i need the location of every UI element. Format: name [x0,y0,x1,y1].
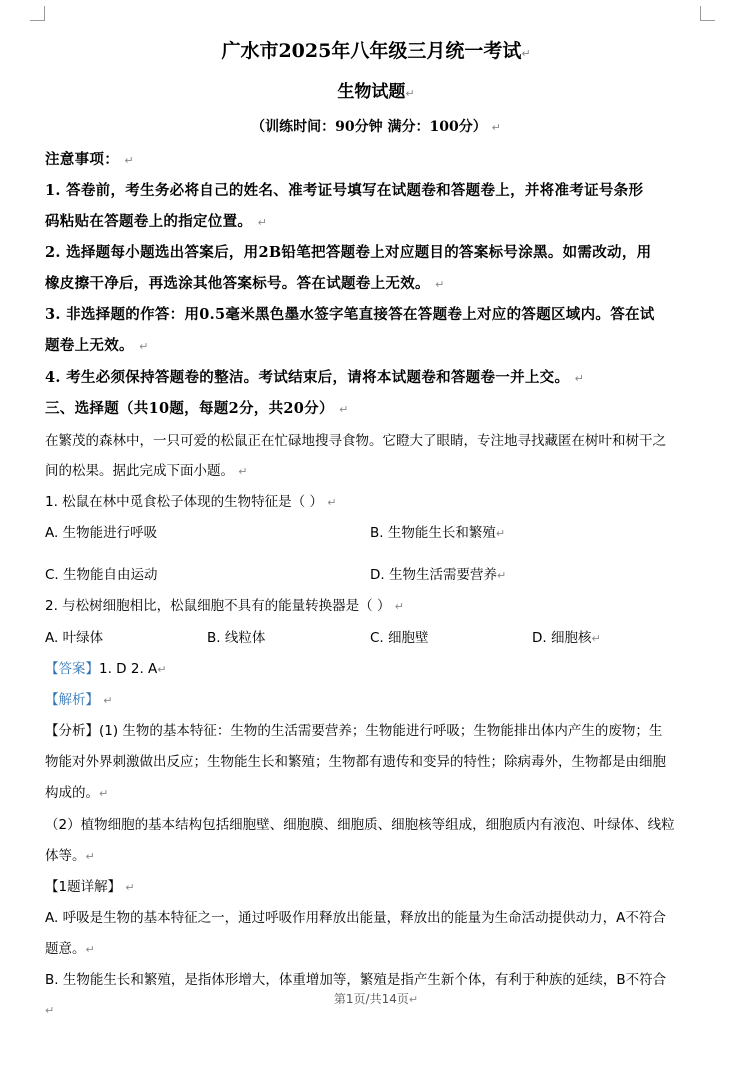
q2-option-d: D. 细胞核↵ [532,630,601,646]
notice-item-2-cont: 橡皮擦干净后，再选涂其他答案标号。答在试题卷上无效。 ↵ [45,275,445,292]
analysis-label: 【解析】 ↵ [45,692,113,708]
analysis-paragraph: 体等。↵ [45,848,95,864]
explanation-b: B. 生物能生长和繁殖，是指体形增大，体重增加等，繁殖是指产生新个体，有利于种族的延续，B不符合 [45,972,667,988]
notice-item-3: 3. 非选择题的作答：用0.5毫米黑色墨水签字笔直接答在答题卷上对应的答题区域内。答在试 [45,306,655,323]
question-1-stem: 1. 松鼠在林中觅食松子体现的生物特征是（ ） ↵ [45,494,337,510]
exam-info: （训练时间：90分钟 满分：100分） ↵ [251,119,501,135]
exam-title: 广水市2025年八年级三月统一考试↵ [221,40,531,62]
notice-heading: 注意事项： ↵ [45,151,134,168]
page-footer: 第1页/共14页↵ [333,992,419,1006]
passage-line: 在繁茂的森林中，一只可爱的松鼠正在忙碌地搜寻食物。它瞪大了眼睛，专注地寻找藏匿在树叶和树干之 [45,433,666,449]
explanation-a: A. 呼吸是生物的基本特征之一，通过呼吸作用释放出能量，释放出的能量为生命活动提供动力，A不符合 [45,910,666,926]
analysis-paragraph: 构成的。↵ [45,785,109,801]
notice-item-1: 1. 答卷前，考生务必将自己的姓名、准考证号填写在试题卷和答题卷上，并将准考证号条形 [45,182,644,199]
detail-label: 【1题详解】 ↵ [45,879,135,895]
notice-item-2: 2. 选择题每小题选出答案后，用2B铅笔把答题卷上对应题目的答案标号涂黑。如需改动，用 [45,244,652,261]
notice-item-4: 4. 考生必须保持答题卷的整洁。考试结束后，请将本试题卷和答题卷一并上交。 ↵ [45,369,585,386]
passage-line: 间的松果。据此完成下面小题。 ↵ [45,463,248,479]
q1-option-b: B. 生物能生长和繁殖↵ [370,525,506,541]
crop-mark-top-left [30,6,45,21]
answer-line: 【答案】1. D 2. A↵ [45,661,167,677]
analysis-paragraph: 物能对外界刺激做出反应；生物能生长和繁殖；生物都有遗传和变异的特性；除病毒外，生物都是由细胞 [45,754,666,770]
q2-option-c: C. 细胞壁 [370,630,429,646]
paragraph-mark: ↵ [45,1004,55,1017]
analysis-paragraph: 【分析】(1) 生物的基本特征：生物的生活需要营养；生物能进行呼吸；生物能排出体内产生的废物；生 [45,723,663,739]
q1-option-d: D. 生物生活需要营养↵ [370,567,507,583]
q1-option-a: A. 生物能进行呼吸 [45,525,158,541]
q1-option-c: C. 生物能自由运动 [45,567,158,583]
subject-title: 生物试题↵ [337,82,415,102]
crop-mark-top-right [700,6,715,21]
answer-text: 1. D 2. A [99,661,158,677]
notice-item-1-cont: 码粘贴在答题卷上的指定位置。 ↵ [45,213,268,230]
question-2-stem: 2. 与松树细胞相比，松鼠细胞不具有的能量转换器是（ ） ↵ [45,598,404,614]
analysis-paragraph: （2）植物细胞的基本结构包括细胞壁、细胞膜、细胞质、细胞核等组成，细胞质内有液泡、叶绿体、线粒 [45,817,675,833]
notice-item-3-cont: 题卷上无效。 ↵ [45,337,149,354]
q2-option-b: B. 线粒体 [207,630,266,646]
answer-label: 【答案】 [45,661,99,677]
explanation-a-cont: 题意。↵ [45,941,95,957]
q2-option-a: A. 叶绿体 [45,630,104,646]
section-heading: 三、选择题（共10题，每题2分，共20分） ↵ [45,400,349,417]
